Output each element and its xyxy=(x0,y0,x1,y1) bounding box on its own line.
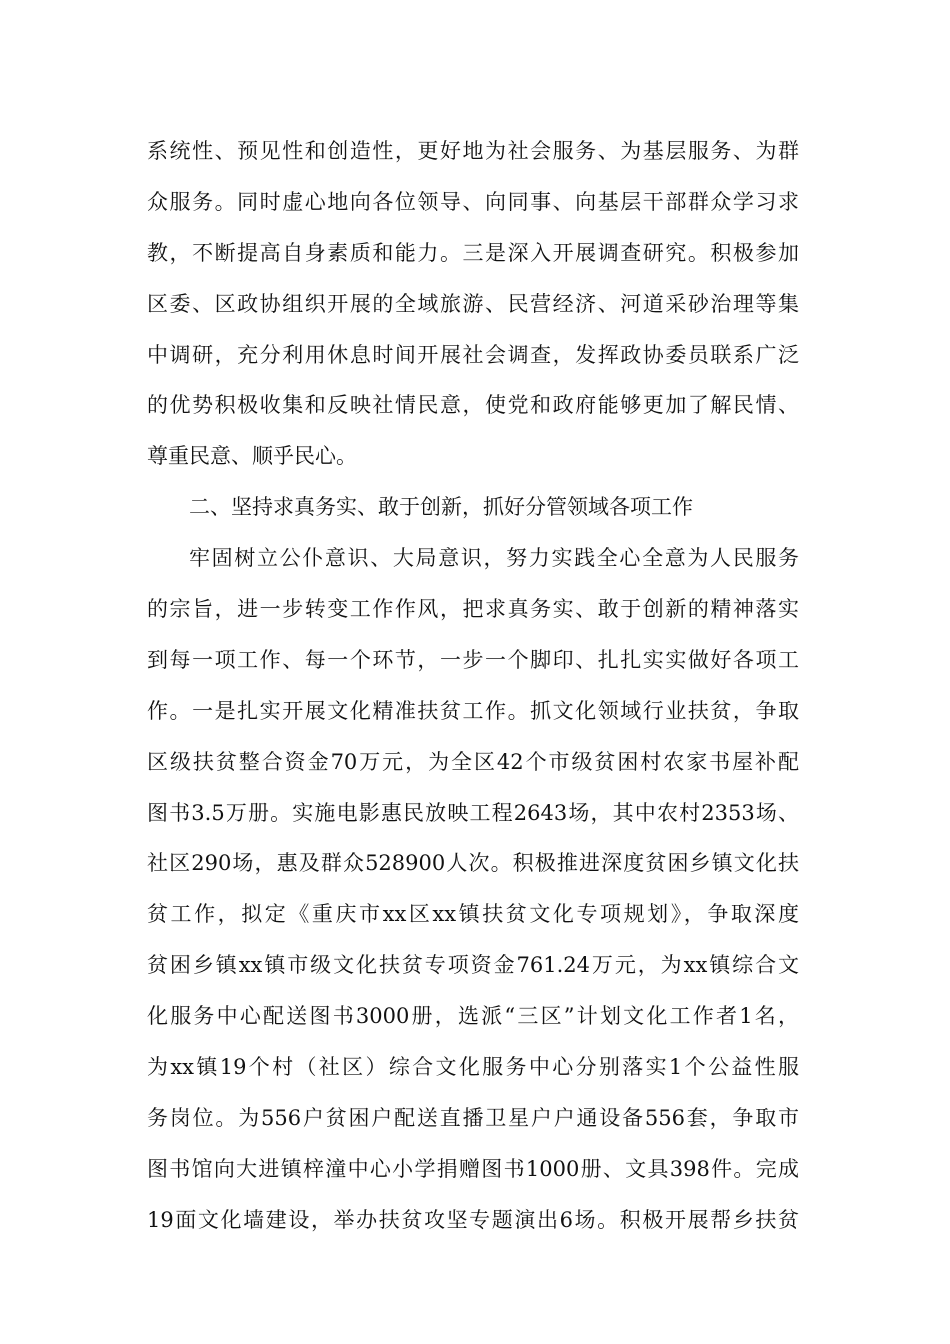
text-line: 的优势积极收集和反映社情民意，使党和政府能够更加了解民情、 xyxy=(147,393,799,418)
text-line: 教，不断提高自身素质和能力。三是深入开展调查研究。积极参加 xyxy=(147,240,799,265)
text-line: 的宗旨，进一步转变工作作风，把求真务实、敢于创新的精神落实 xyxy=(147,597,799,622)
text-line: 尊重民意、顺乎民心。 xyxy=(147,444,357,469)
text-line: 化服务中心配送图书3000册，选派“三区”计划文化工作者1名， xyxy=(147,1004,799,1029)
text-line: 19面文化墙建设，举办扶贫攻坚专题演出6场。积极开展帮乡扶贫 xyxy=(147,1207,799,1232)
text-line: 作。一是扎实开展文化精准扶贫工作。抓文化领域行业扶贫，争取 xyxy=(147,698,799,723)
text-line: 众服务。同时虚心地向各位领导、向同事、向基层干部群众学习求 xyxy=(147,189,799,214)
text-line: 到每一项工作、每一个环节，一步一个脚印、扎扎实实做好各项工 xyxy=(147,647,799,672)
text-line: 为xx镇19个村（社区）综合文化服务中心分别落实1个公益性服 xyxy=(147,1055,799,1080)
text-line: 图书3.5万册。实施电影惠民放映工程2643场，其中农村2353场、 xyxy=(147,800,799,825)
text-line: 区级扶贫整合资金70万元，为全区42个市级贫困村农家书屋补配 xyxy=(147,749,799,774)
text-line: 贫工作，拟定《重庆市xx区xx镇扶贫文化专项规划》，争取深度 xyxy=(147,902,799,927)
text-line: 区委、区政协组织开展的全域旅游、民营经济、河道采砂治理等集 xyxy=(147,291,799,316)
text-line: 系统性、预见性和创造性，更好地为社会服务、为基层服务、为群 xyxy=(147,139,799,163)
section-heading: 二、坚持求真务实、敢于创新，抓好分管领域各项工作 xyxy=(189,495,693,520)
paragraph-first-line: 牢固树立公仆意识、大局意识，努力实践全心全意为人民服务 xyxy=(189,546,799,571)
text-line: 贫困乡镇xx镇市级文化扶贫专项资金761.24万元，为xx镇综合文 xyxy=(147,953,799,978)
text-line: 务岗位。为556户贫困户配送直播卫星户户通设备556套，争取市 xyxy=(147,1105,799,1130)
text-line: 图书馆向大进镇梓潼中心小学捐赠图书1000册、文具398件。完成 xyxy=(147,1156,799,1181)
text-line: 中调研，充分利用休息时间开展社会调查，发挥政协委员联系广泛 xyxy=(147,342,799,367)
text-line: 社区290场，惠及群众528900人次。积极推进深度贫困乡镇文化扶 xyxy=(147,851,799,876)
document-body xyxy=(147,129,799,1249)
